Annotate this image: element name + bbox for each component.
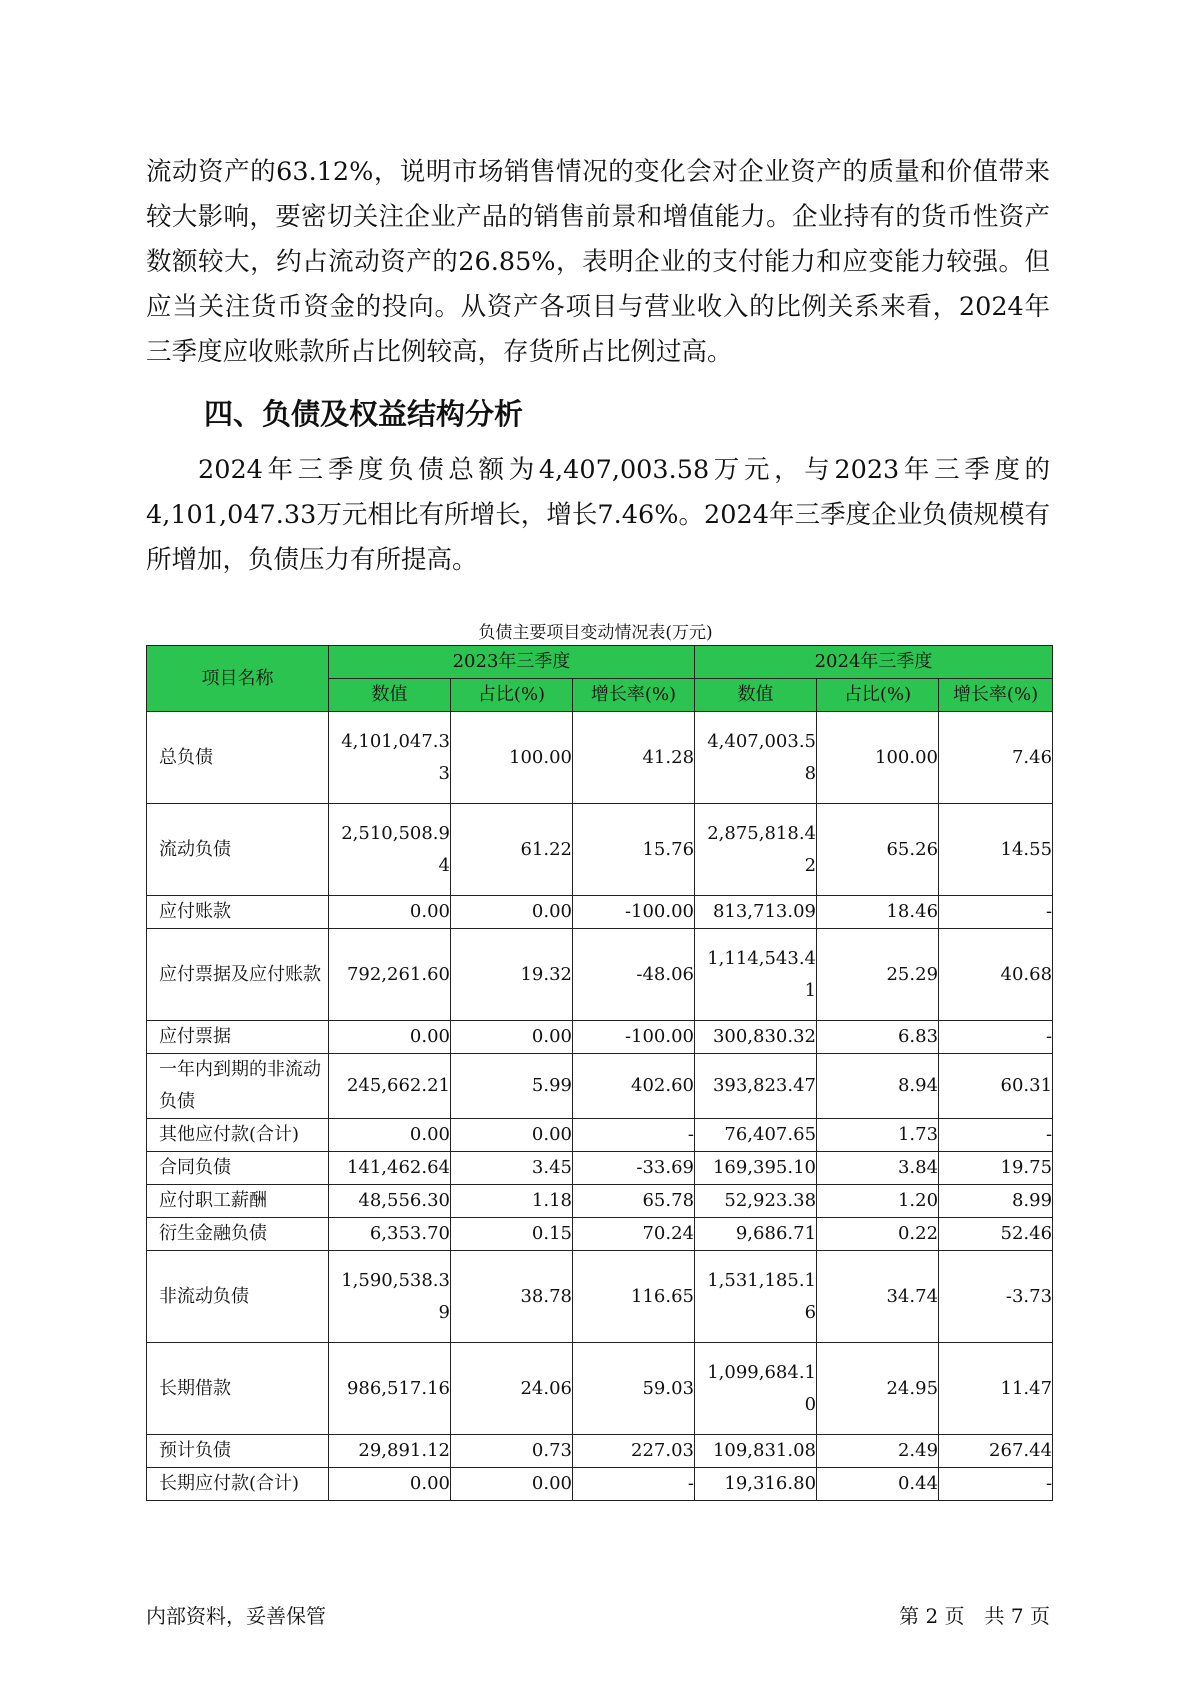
- cell-growth-2023: -100.00: [573, 896, 695, 929]
- body-paragraph: 2024年三季度负债总额为4,407,003.58万元，与2023年三季度的4,101,047.33万元相比有所增长，增长7.46%。2024年三季度企业负债规模有所增加，负债压力有所提高。: [146, 455, 1050, 575]
- cell-ratio-2024: 100.00: [817, 712, 939, 804]
- row-name: 流动负债: [147, 804, 329, 896]
- row-name: 非流动负债: [147, 1251, 329, 1343]
- cell-ratio-2024: 8.94: [817, 1054, 939, 1119]
- row-name: 其他应付款(合计): [147, 1119, 329, 1152]
- cell-ratio-2023: 0.00: [451, 1119, 573, 1152]
- table-row: [147, 1119, 1053, 1152]
- cell-value-2024: 4,407,003.58: [695, 712, 817, 804]
- row-name: 应付票据及应付账款: [147, 929, 329, 1021]
- cell-growth-2023: 227.03: [573, 1435, 695, 1468]
- cell-growth-2024: 19.75: [939, 1152, 1053, 1185]
- cell-ratio-2023: 24.06: [451, 1343, 573, 1435]
- cell-ratio-2023: 1.18: [451, 1185, 573, 1218]
- row-name: 应付职工薪酬: [147, 1185, 329, 1218]
- cell-value-2024: 52,923.38: [695, 1185, 817, 1218]
- cell-growth-2023: 59.03: [573, 1343, 695, 1435]
- cell-value-2023: 1,590,538.39: [329, 1251, 451, 1343]
- cell-ratio-2023: 0.00: [451, 1021, 573, 1054]
- header-ratio: 占比(%): [451, 679, 573, 712]
- cell-ratio-2023: 100.00: [451, 712, 573, 804]
- table-row: [147, 1435, 1053, 1468]
- cell-value-2024: 1,099,684.10: [695, 1343, 817, 1435]
- header-value: 数值: [329, 679, 451, 712]
- cell-growth-2024: -: [939, 1021, 1053, 1054]
- cell-value-2023: 141,462.64: [329, 1152, 451, 1185]
- table-row: [147, 1251, 1053, 1343]
- cell-ratio-2024: 6.83: [817, 1021, 939, 1054]
- cell-ratio-2024: 3.84: [817, 1152, 939, 1185]
- cell-value-2023: 986,517.16: [329, 1343, 451, 1435]
- table-row: [147, 1218, 1053, 1251]
- cell-growth-2024: 267.44: [939, 1435, 1053, 1468]
- cell-growth-2024: -: [939, 1468, 1053, 1501]
- cell-growth-2023: 65.78: [573, 1185, 695, 1218]
- footer-confidential-note: 内部资料，妥善保管: [146, 1604, 326, 1628]
- cell-value-2024: 393,823.47: [695, 1054, 817, 1119]
- cell-value-2023: 48,556.30: [329, 1185, 451, 1218]
- cell-ratio-2023: 5.99: [451, 1054, 573, 1119]
- cell-value-2023: 0.00: [329, 1119, 451, 1152]
- cell-value-2024: 169,395.10: [695, 1152, 817, 1185]
- cell-value-2024: 2,875,818.42: [695, 804, 817, 896]
- cell-growth-2024: 11.47: [939, 1343, 1053, 1435]
- cell-ratio-2024: 65.26: [817, 804, 939, 896]
- cell-value-2024: 813,713.09: [695, 896, 817, 929]
- table-caption: 负债主要项目变动情况表(万元): [478, 623, 713, 643]
- cell-ratio-2023: 0.00: [451, 896, 573, 929]
- row-name: 衍生金融负债: [147, 1218, 329, 1251]
- table-row: [147, 1054, 1053, 1119]
- cell-growth-2023: -48.06: [573, 929, 695, 1021]
- cell-value-2024: 109,831.08: [695, 1435, 817, 1468]
- liability-table: [146, 645, 1053, 1501]
- row-name: 长期借款: [147, 1343, 329, 1435]
- cell-ratio-2023: 0.00: [451, 1468, 573, 1501]
- cell-ratio-2023: 38.78: [451, 1251, 573, 1343]
- row-name: 长期应付款(合计): [147, 1468, 329, 1501]
- cell-ratio-2024: 34.74: [817, 1251, 939, 1343]
- header-growth: 增长率(%): [939, 679, 1053, 712]
- cell-value-2024: 1,531,185.16: [695, 1251, 817, 1343]
- row-name: 总负债: [147, 712, 329, 804]
- cell-ratio-2024: 0.22: [817, 1218, 939, 1251]
- table-row: [147, 1021, 1053, 1054]
- table-row: [147, 896, 1053, 929]
- section-heading: 四、负债及权益结构分析: [204, 397, 524, 431]
- table-row: [147, 1152, 1053, 1185]
- cell-growth-2023: -: [573, 1119, 695, 1152]
- cell-value-2023: 2,510,508.94: [329, 804, 451, 896]
- cell-growth-2024: 52.46: [939, 1218, 1053, 1251]
- cell-value-2024: 76,407.65: [695, 1119, 817, 1152]
- header-value: 数值: [695, 679, 817, 712]
- header-growth: 增长率(%): [573, 679, 695, 712]
- cell-growth-2023: -: [573, 1468, 695, 1501]
- cell-growth-2024: -: [939, 1119, 1053, 1152]
- cell-ratio-2024: 0.44: [817, 1468, 939, 1501]
- cell-value-2024: 19,316.80: [695, 1468, 817, 1501]
- row-name: 一年内到期的非流动负债: [147, 1054, 329, 1119]
- header-ratio: 占比(%): [817, 679, 939, 712]
- cell-growth-2023: -100.00: [573, 1021, 695, 1054]
- row-name: 预计负债: [147, 1435, 329, 1468]
- cell-value-2024: 1,114,543.41: [695, 929, 817, 1021]
- cell-value-2023: 4,101,047.33: [329, 712, 451, 804]
- cell-ratio-2023: 0.73: [451, 1435, 573, 1468]
- table-row: [147, 1185, 1053, 1218]
- cell-growth-2024: -: [939, 896, 1053, 929]
- cell-ratio-2024: 25.29: [817, 929, 939, 1021]
- row-name: 应付账款: [147, 896, 329, 929]
- cell-growth-2023: 70.24: [573, 1218, 695, 1251]
- table-row: [147, 929, 1053, 1021]
- cell-value-2023: 6,353.70: [329, 1218, 451, 1251]
- cell-value-2023: 0.00: [329, 1021, 451, 1054]
- header-period-2023: 2023年三季度: [329, 646, 695, 679]
- cell-value-2024: 300,830.32: [695, 1021, 817, 1054]
- body-paragraph: 流动资产的63.12%，说明市场销售情况的变化会对企业资产的质量和价值带来较大影响，要密切关注企业产品的销售前景和增值能力。企业持有的货币性资产数额较大，约占流动资产的26.85%，表明企业的支付能力和应变能力较强。但应当关注货币资金的投向。从资产各项目与营业收入的比例关系来看，2024年三季度应收账款所占比例较高，存货所占比例过高。: [146, 157, 1050, 367]
- cell-growth-2023: 116.65: [573, 1251, 695, 1343]
- row-name: 应付票据: [147, 1021, 329, 1054]
- cell-ratio-2024: 1.73: [817, 1119, 939, 1152]
- cell-value-2023: 0.00: [329, 896, 451, 929]
- header-item-name: 项目名称: [147, 646, 329, 712]
- cell-ratio-2023: 3.45: [451, 1152, 573, 1185]
- cell-growth-2024: 60.31: [939, 1054, 1053, 1119]
- table-row: [147, 712, 1053, 804]
- cell-value-2024: 9,686.71: [695, 1218, 817, 1251]
- cell-ratio-2023: 61.22: [451, 804, 573, 896]
- cell-ratio-2024: 24.95: [817, 1343, 939, 1435]
- cell-value-2023: 29,891.12: [329, 1435, 451, 1468]
- cell-growth-2024: 8.99: [939, 1185, 1053, 1218]
- cell-growth-2024: 14.55: [939, 804, 1053, 896]
- table-row: [147, 1343, 1053, 1435]
- cell-ratio-2024: 2.49: [817, 1435, 939, 1468]
- cell-value-2023: 0.00: [329, 1468, 451, 1501]
- footer-page-number: 第 2 页 共 7 页: [899, 1604, 1050, 1628]
- cell-growth-2024: 40.68: [939, 929, 1053, 1021]
- header-period-2024: 2024年三季度: [695, 646, 1053, 679]
- cell-growth-2023: 41.28: [573, 712, 695, 804]
- row-name: 合同负债: [147, 1152, 329, 1185]
- cell-ratio-2024: 1.20: [817, 1185, 939, 1218]
- cell-value-2023: 245,662.21: [329, 1054, 451, 1119]
- cell-ratio-2024: 18.46: [817, 896, 939, 929]
- table-row: [147, 1468, 1053, 1501]
- cell-value-2023: 792,261.60: [329, 929, 451, 1021]
- cell-growth-2024: -3.73: [939, 1251, 1053, 1343]
- cell-growth-2024: 7.46: [939, 712, 1053, 804]
- cell-growth-2023: 15.76: [573, 804, 695, 896]
- cell-growth-2023: 402.60: [573, 1054, 695, 1119]
- table-row: [147, 804, 1053, 896]
- cell-growth-2023: -33.69: [573, 1152, 695, 1185]
- cell-ratio-2023: 0.15: [451, 1218, 573, 1251]
- cell-ratio-2023: 19.32: [451, 929, 573, 1021]
